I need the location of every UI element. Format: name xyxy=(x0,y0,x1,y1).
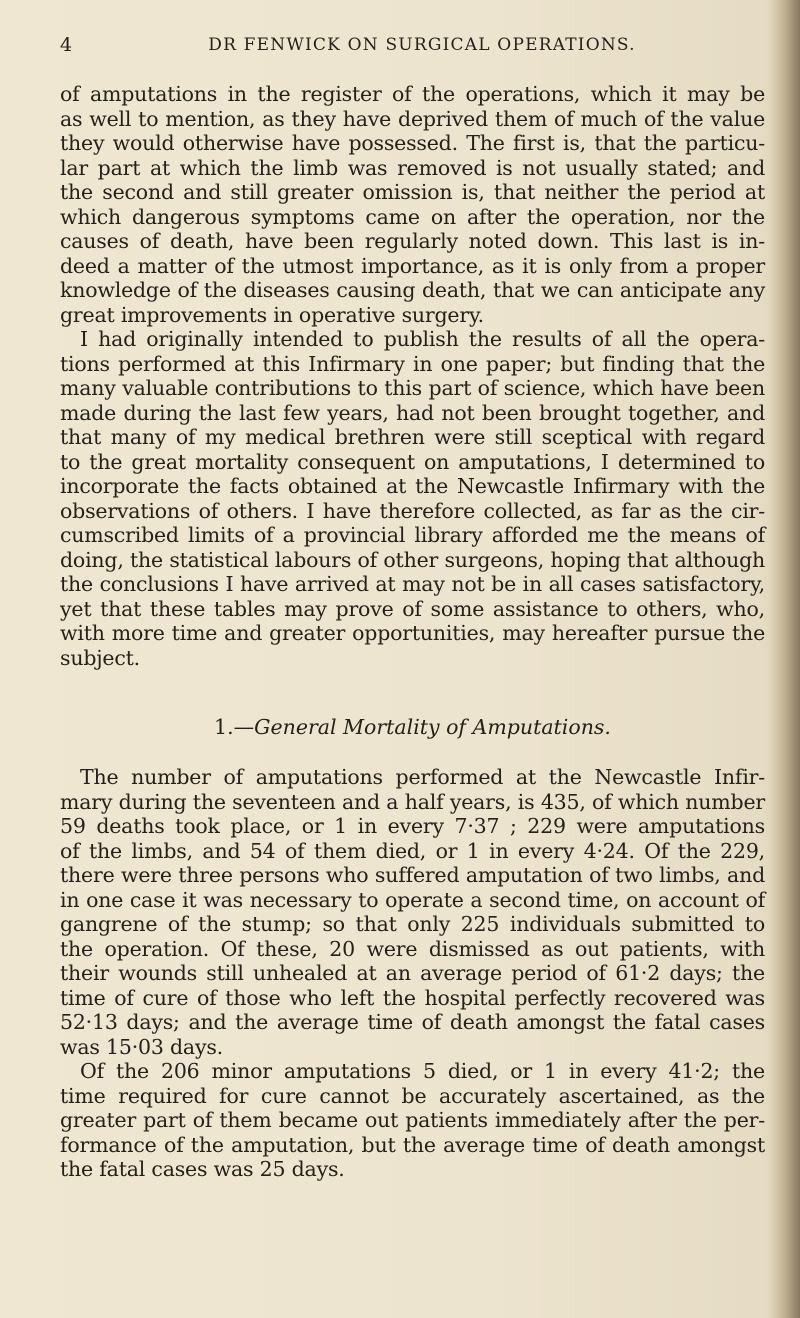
text-line: I had originally intended to publish the results of all the opera- xyxy=(80,327,765,351)
text-line: causes of death, have been regularly noted down. This last is in- xyxy=(60,229,765,253)
intro-paragraph xyxy=(60,82,765,327)
text-line: was 15·03 days. xyxy=(60,1034,223,1059)
text-line: The number of amputations performed at the Newcastle Infir- xyxy=(80,765,765,789)
text-line: of amputations in the register of the operations, which it may be xyxy=(60,82,765,106)
page-header xyxy=(60,34,760,58)
text-line: yet that these tables may prove of some assistance to others, who, xyxy=(60,596,765,621)
text-line: great improvements in operative surgery. xyxy=(60,302,484,327)
page-number: 4 xyxy=(60,34,73,56)
text-line: with more time and greater opportunities, may hereafter pursue the xyxy=(60,621,765,645)
text-line: that many of my medical brethren were still sceptical with regard xyxy=(60,425,765,449)
text-line: which dangerous symptoms came on after the operation, nor the xyxy=(60,204,765,229)
text-line: 52·13 days; and the average time of death amongst the fatal cases xyxy=(60,1010,765,1034)
text-line: the operation. Of these, 20 were dismissed as out patients, with xyxy=(60,936,765,961)
text-line: knowledge of the diseases causing death, that we can anticipate any xyxy=(60,278,765,302)
paragraph-2 xyxy=(60,327,765,670)
text-line: time required for cure cannot be accurately ascertained, as the xyxy=(60,1083,765,1108)
text-line: incorporate the facts obtained at the Newcastle Infirmary with the xyxy=(60,474,765,498)
text-line: as well to mention, as they have deprived them of much of the value xyxy=(60,106,765,131)
text-line: mary during the seventeen and a half years, is 435, of which number xyxy=(60,789,765,814)
text-line: tions performed at this Infirmary in one paper; but finding that the xyxy=(60,351,765,376)
text-line: observations of others. I have therefore collected, as far as the cir- xyxy=(60,498,765,523)
section-heading xyxy=(60,715,765,739)
paragraph-4 xyxy=(60,1059,765,1182)
text-line: formance of the amputation, but the average time of death amongst xyxy=(60,1132,765,1157)
text-line: there were three persons who suffered amputation of two limbs, and xyxy=(60,863,765,887)
section-title: General Mortality of Amputations. xyxy=(254,715,611,739)
paragraph-3 xyxy=(60,765,765,1059)
text-line: the conclusions I have arrived at may not be in all cases satisfactory, xyxy=(60,572,765,596)
text-line: lar part at which the limb was removed is not usually stated; and xyxy=(60,155,765,180)
text-line: 59 deaths took place, or 1 in every 7·37 ; 229 were amputations xyxy=(60,814,765,838)
section-number: 1.— xyxy=(214,715,255,739)
running-head: DR FENWICK ON SURGICAL OPERATIONS. xyxy=(208,35,636,55)
text-line: of the limbs, and 54 of them died, or 1 in every 4·24. Of the 229, xyxy=(60,838,765,863)
text-line: greater part of them became out patients immediately after the per- xyxy=(60,1108,765,1132)
text-line: time of cure of those who left the hospital perfectly recovered was xyxy=(60,985,765,1010)
text-line: subject. xyxy=(60,645,140,670)
text-line: deed a matter of the utmost importance, as it is only from a proper xyxy=(60,253,765,278)
text-line: many valuable contributions to this part of science, which have been xyxy=(60,376,765,400)
text-line: in one case it was necessary to operate a second time, on account of xyxy=(60,887,765,912)
text-line: to the great mortality consequent on amputations, I determined to xyxy=(60,449,765,474)
page-edge-shadow xyxy=(770,0,800,1318)
text-line: the second and still greater omission is, that neither the period at xyxy=(60,180,765,204)
text-line: cumscribed limits of a provincial library afforded me the means of xyxy=(60,523,765,547)
text-line: gangrene of the stump; so that only 225 individuals submitted to xyxy=(60,912,765,936)
text-line: doing, the statistical labours of other surgeons, hoping that although xyxy=(60,547,765,572)
text-line: they would otherwise have possessed. The first is, that the particu- xyxy=(60,131,765,155)
text-line: the fatal cases was 25 days. xyxy=(60,1157,345,1181)
text-line: Of the 206 minor amputations 5 died, or 1 in every 41·2; the xyxy=(80,1059,765,1083)
text-line: their wounds still unhealed at an average period of 61·2 days; the xyxy=(60,961,765,985)
text-line: made during the last few years, had not been brought together, and xyxy=(60,400,765,425)
